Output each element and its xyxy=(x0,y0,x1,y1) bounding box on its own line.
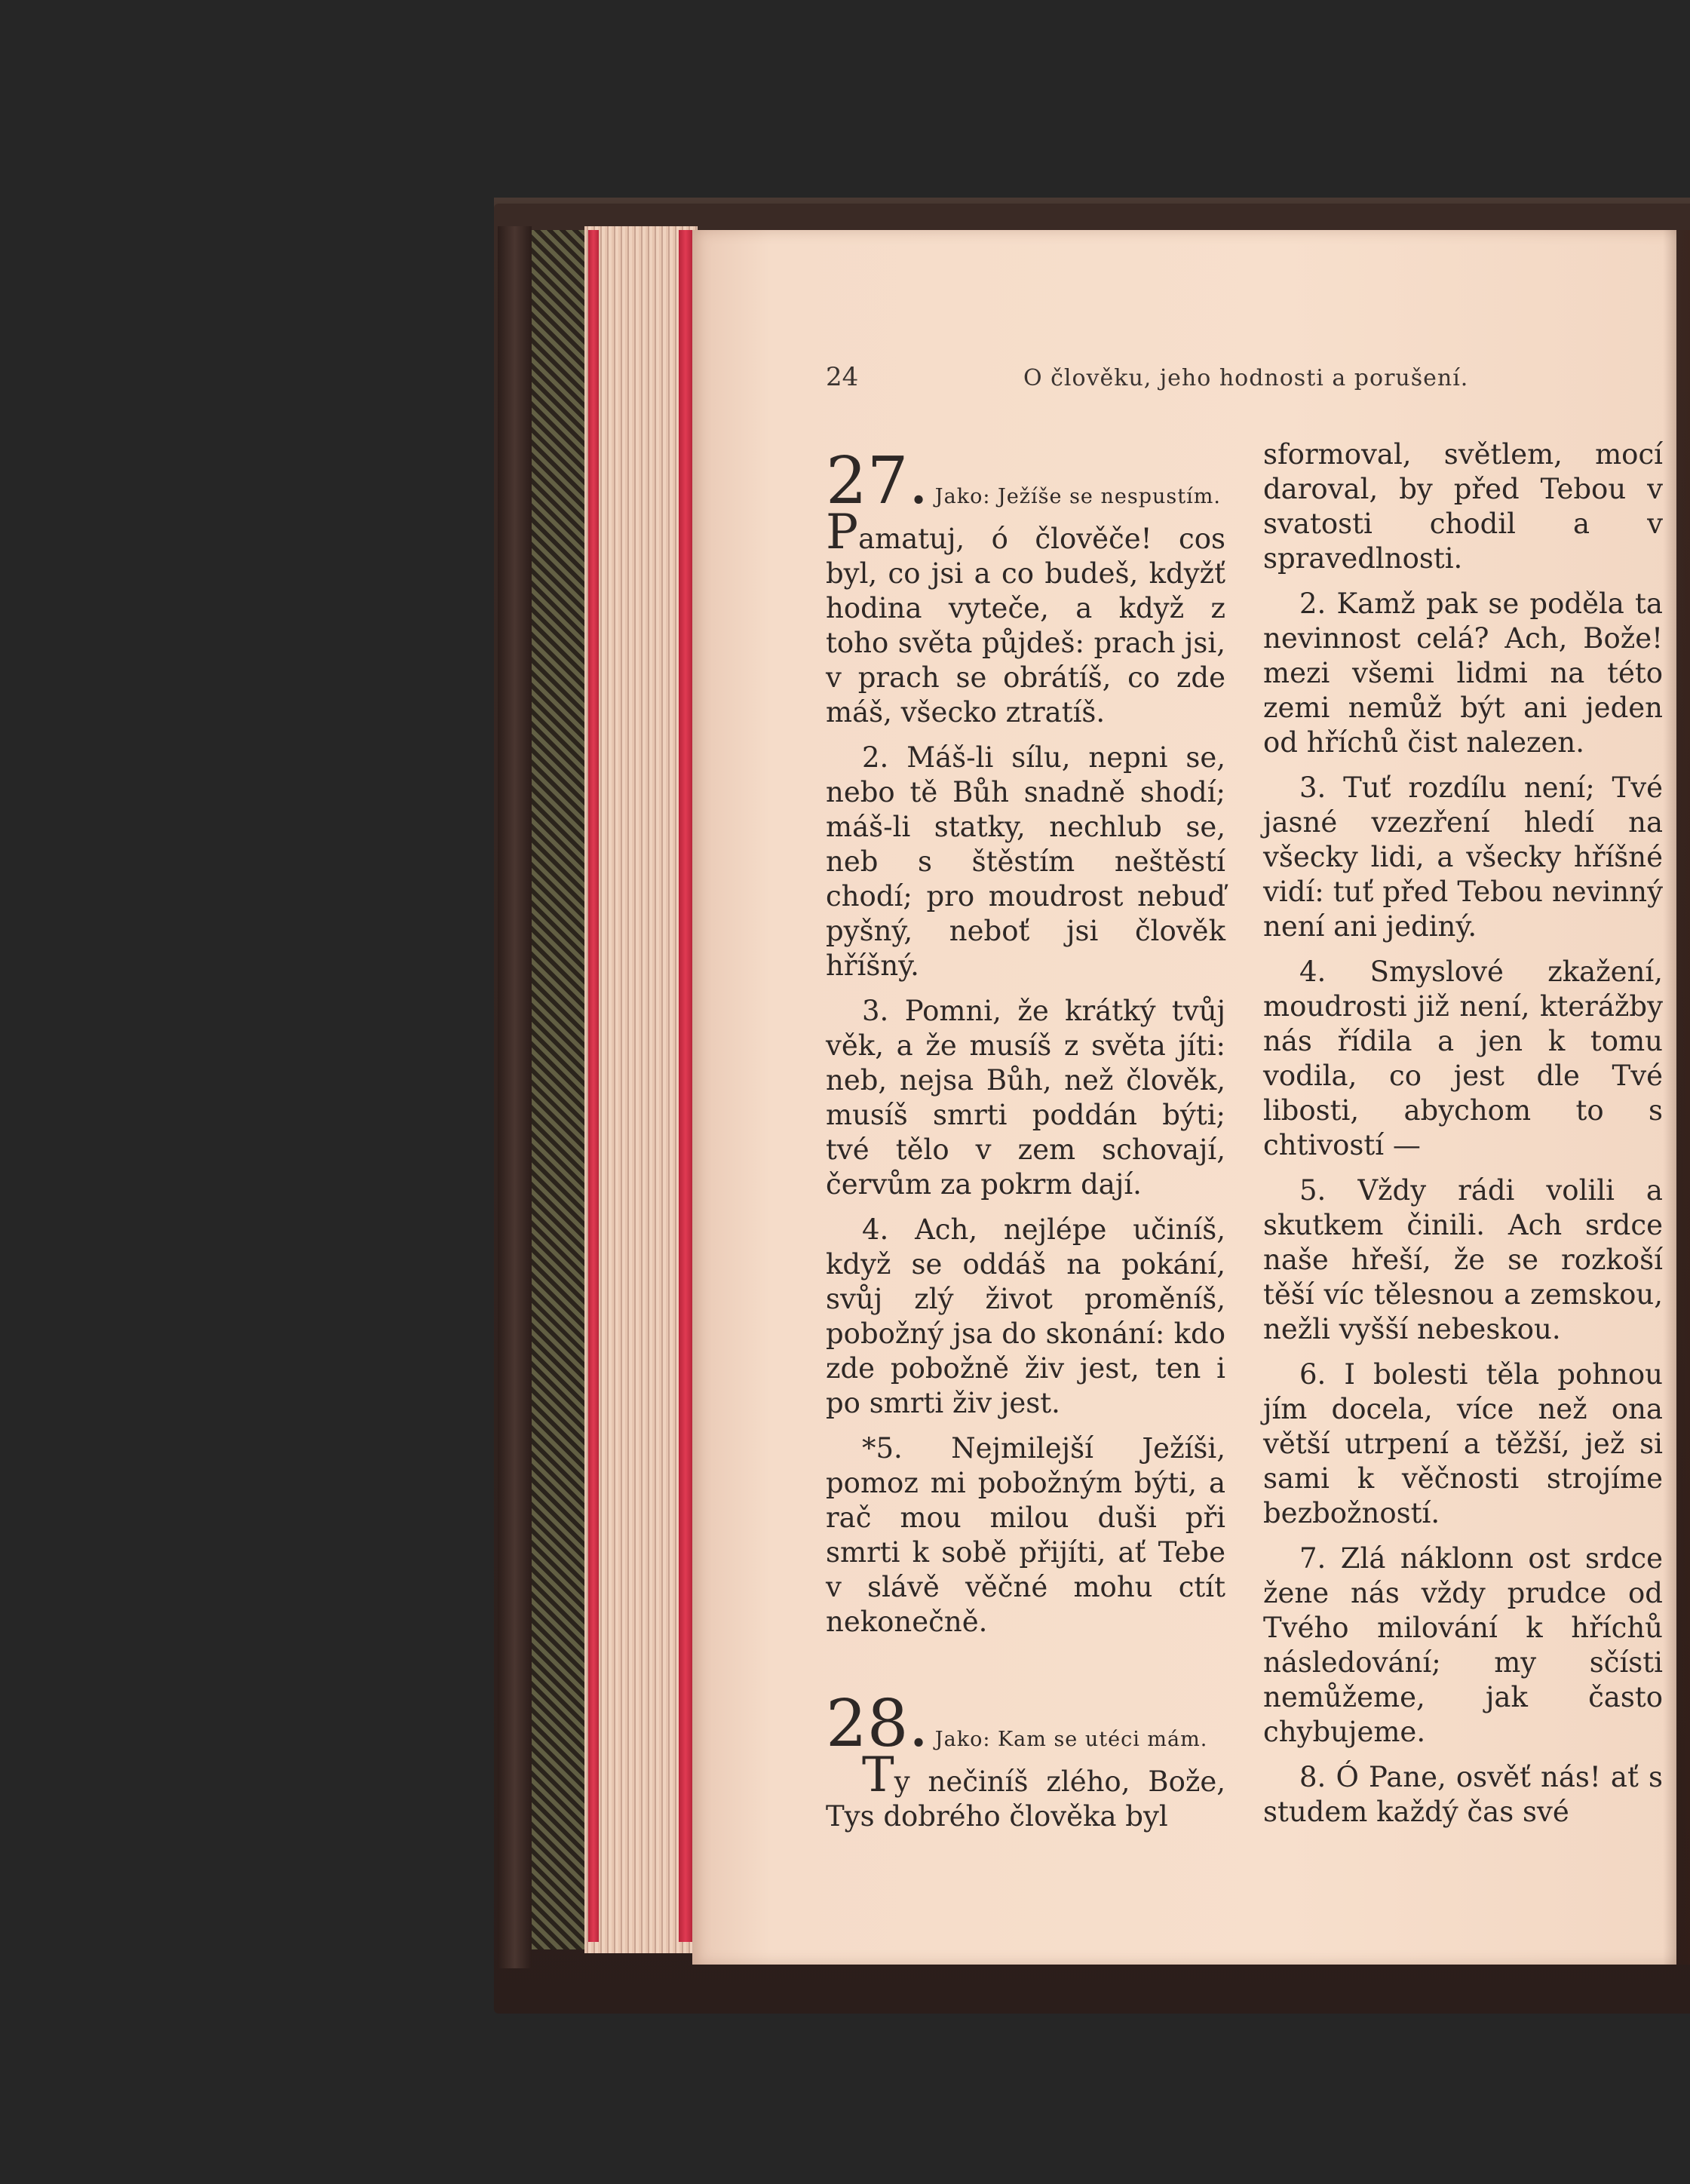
red-page-edge xyxy=(679,230,692,1942)
hymn-28-stanza-3: 3. Tuť rozdílu není; Tvé jasné vzezření hledí na všecky lidi, a všecky hříšné vidí: tuť před Tebou nevinný není ani jediný. xyxy=(1263,771,1663,943)
page-number: 24 xyxy=(826,362,859,392)
hymn-27-heading xyxy=(826,443,1225,519)
hymn-28-stanza-8: 8. Ó Pane, osvěť nás! ať s studem každý čas své xyxy=(1263,1761,1663,1828)
hymn-27-stanza-5: *5. Nejmilejší Ježíši, pomoz mi pobožným býti, a rač mou milou duši při smrti k sobě přijíti, ať Tebe v slávě věčné mohu ctít nekonečně. xyxy=(826,1432,1225,1638)
book-spine-edge xyxy=(498,226,532,1968)
drop-cap: T xyxy=(862,1747,894,1803)
hymn-27-stanza-2: 2. Máš-li sílu, nepni se, nebo tě Bůh snadně shodí; máš-li statky, nechlub se, neb s štěstím neštěstí chodí; pro moudrost nebuď pyšný, neboť jsi člověk hříšný. xyxy=(826,741,1225,982)
page-gutter-shadow xyxy=(1663,230,1690,1965)
stanza-text: amatuj, ó člověče! cos byl, co jsi a co budeš, kdyžť hodina vyteče, a když z toho světa půjdeš: prach jsi, v prach se obrátíš, co zde máš, všecko ztratíš. xyxy=(826,523,1225,729)
hymn-27-stanza-3: 3. Pomni, že krátký tvůj věk, a že musíš z světa jíti: neb, nejsa Bůh, než člověk, musíš smrti poddán býti; tvé tělo v zem schovají, červům za pokrm dají. xyxy=(826,995,1225,1201)
hymn-number: 28. xyxy=(826,1686,929,1762)
stanza-text: y nečiníš zlého, Bože, Tys dobrého člověka byl xyxy=(826,1765,1225,1833)
hymn-28-stanza-6: 6. I bolesti těla pohnou jím docela, více než ona větší utrpení a těžší, jež si sami k věčnosti strojíme bezbožností. xyxy=(1263,1358,1663,1529)
spine-decorative-pattern xyxy=(532,230,584,1949)
left-column xyxy=(826,445,1225,1845)
hymn-27-stanza-4: 4. Ach, nejlépe učiníš, když se oddáš na pokání, svůj zlý život proměníš, pobožný jsa do skonání: kdo zde pobožně živ jest, ten i po smrti živ jest. xyxy=(826,1213,1225,1419)
hymn-27-stanza-1 xyxy=(826,505,1225,730)
hymn-tune: Jako: Ježíše se nespustím. xyxy=(934,485,1221,508)
hymn-28-stanza-1-continued: sformoval, světlem, mocí daroval, by před Tebou v svatosti chodil a v spravedlnosti. xyxy=(1263,438,1663,575)
red-page-edge xyxy=(588,230,599,1942)
hymn-28-stanza-4: 4. Smyslové zkažení, moudrosti již není, kterážby nás řídila a jen k tomu vodila, co jest dle Tvé libosti, abychom to s chtivostí — xyxy=(1263,956,1663,1161)
hymn-28-heading xyxy=(826,1686,1225,1762)
hymn-28-stanza-7: 7. Zlá náklonn ost srdce žene nás vždy prudce od Tvého milování k hříchů následování; my sčísti nemůžeme, jak často chybujeme. xyxy=(1263,1542,1663,1748)
drop-cap: P xyxy=(826,505,859,560)
hymn-28-stanza-5: 5. Vždy rádi volili a skutkem činili. Ach srdce naše hřeší, že se rozkoší těší víc tělesnou a zemskou, nežli vyšší nebeskou. xyxy=(1263,1174,1663,1345)
hymn-tune: Jako: Kam se utéci mám. xyxy=(934,1728,1208,1751)
running-head xyxy=(826,362,1633,400)
right-column xyxy=(1263,437,1663,1840)
hymn-28-stanza-2: 2. Kamž pak se poděla ta nevinnost celá? Ach, Bože! mezi všemi lidmi na této zemi nemůž být ani jeden od hříchů čist nalezen. xyxy=(1263,587,1663,759)
hymn-number: 27. xyxy=(826,443,929,519)
hymn-28-stanza-1-start xyxy=(826,1747,1225,1834)
running-title: O člověku, jeho hodnosti a porušení. xyxy=(1023,365,1469,391)
